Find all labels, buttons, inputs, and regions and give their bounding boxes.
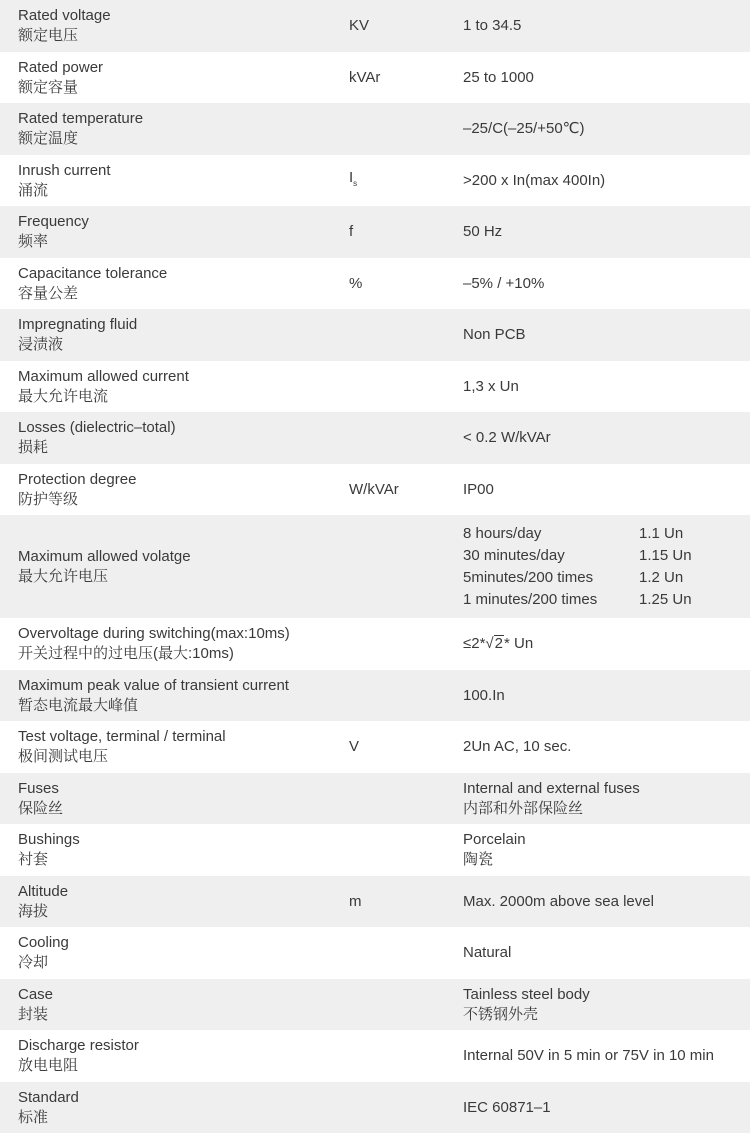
unit-cell: V xyxy=(349,738,360,755)
duration-text: 1 minutes/200 times xyxy=(463,590,598,608)
parameter-zh: 海拔 xyxy=(18,902,49,920)
parameter-zh: 防护等级 xyxy=(18,490,79,508)
parameter-en: Rated temperature xyxy=(18,110,144,127)
value-zh: 内部和外部保险丝 xyxy=(463,799,584,817)
parameter-en: Frequency xyxy=(18,213,89,230)
value-cell xyxy=(463,634,750,654)
parameter-cell xyxy=(0,212,348,252)
table-row xyxy=(0,824,750,876)
value-cell: 1 to 34.5 xyxy=(463,17,522,34)
parameter-cell xyxy=(0,470,348,510)
value-zh: 不锈钢外壳 xyxy=(463,1005,539,1023)
table-row xyxy=(0,1030,750,1082)
table-row xyxy=(0,0,750,52)
value-cell: –5% / +10% xyxy=(463,274,545,292)
unit-cell: f xyxy=(349,223,354,240)
value-cell: >200 x In(max 400In) xyxy=(463,171,606,189)
parameter-cell xyxy=(0,418,348,458)
table-row xyxy=(0,876,750,927)
value-cell xyxy=(463,779,750,819)
parameter-cell xyxy=(0,1088,348,1128)
parameter-en: Protection degree xyxy=(18,470,137,488)
table-row xyxy=(0,155,750,206)
parameter-en: Bushings xyxy=(18,831,80,848)
value-cell: 25 to 1000 xyxy=(463,68,534,86)
parameter-cell xyxy=(0,58,348,98)
voltage-duration-table xyxy=(463,524,750,610)
parameter-zh: 容量公差 xyxy=(18,284,79,302)
level-text: 1.15 Un xyxy=(639,546,692,564)
parameter-cell xyxy=(0,264,348,304)
level-text: 1.25 Un xyxy=(639,590,692,608)
value-cell: –25/C(–25/+50℃) xyxy=(463,120,585,137)
parameter-cell xyxy=(0,830,348,870)
parameter-en: Losses (dielectric–total) xyxy=(18,419,176,436)
parameter-en: Impregnating fluid xyxy=(18,316,138,333)
parameter-en: Rated power xyxy=(18,58,104,76)
parameter-en: Capacitance tolerance xyxy=(18,264,168,282)
value-cell xyxy=(463,830,750,870)
unit-cell: m xyxy=(349,892,362,910)
parameter-cell xyxy=(0,6,348,46)
parameter-cell xyxy=(0,547,348,587)
table-row xyxy=(0,670,750,721)
parameter-zh: 涌流 xyxy=(18,181,49,199)
parameter-cell xyxy=(0,676,348,716)
value-cell: 1,3 x Un xyxy=(463,377,519,395)
table-row xyxy=(0,979,750,1030)
parameter-en: Case xyxy=(18,985,54,1003)
table-row xyxy=(0,464,750,515)
unit-cell xyxy=(348,168,463,194)
parameter-cell xyxy=(0,109,348,149)
value-en: Internal and external fuses xyxy=(463,779,640,797)
value-prefix: ≤2*√ xyxy=(463,635,494,652)
unit-cell: W/kVAr xyxy=(349,480,399,498)
parameter-zh: 极间测试电压 xyxy=(18,748,109,765)
parameter-zh: 放电电阻 xyxy=(18,1057,79,1074)
parameter-zh: 浸渍液 xyxy=(18,336,64,353)
table-row xyxy=(0,52,750,103)
value-cell: < 0.2 W/kVAr xyxy=(463,429,551,446)
value-cell xyxy=(463,985,750,1025)
value-cell xyxy=(463,524,750,610)
parameter-cell xyxy=(0,624,348,664)
parameter-zh: 额定温度 xyxy=(18,130,79,147)
parameter-zh: 最大允许电压 xyxy=(18,567,109,585)
table-row xyxy=(0,103,750,155)
parameter-zh: 衬套 xyxy=(18,851,49,868)
parameter-en: Maximum allowed current xyxy=(18,367,189,385)
unit-subscript: s xyxy=(353,178,358,188)
duration-text: 5minutes/200 times xyxy=(463,568,594,586)
value-cell: IEC 60871–1 xyxy=(463,1098,551,1116)
parameter-cell xyxy=(0,882,348,922)
parameter-cell xyxy=(0,315,348,355)
parameter-cell xyxy=(0,161,348,201)
unit-cell: % xyxy=(349,274,363,292)
parameter-en: Maximum peak value of transient current xyxy=(18,676,289,694)
value-cell: Internal 50V in 5 min or 75V in 10 min xyxy=(463,1047,714,1064)
level-text: 1.2 Un xyxy=(639,568,684,586)
table-row xyxy=(0,361,750,412)
value-cell: 50 Hz xyxy=(463,223,503,240)
value-en: Tainless steel body xyxy=(463,985,590,1003)
parameter-en: Discharge resistor xyxy=(18,1037,139,1054)
parameter-en: Overvoltage during switching(max:10ms) xyxy=(18,625,290,642)
table-row xyxy=(0,258,750,309)
level-text: 1.1 Un xyxy=(639,524,684,542)
parameter-cell xyxy=(0,779,348,819)
table-row xyxy=(0,1082,750,1133)
parameter-zh: 损耗 xyxy=(18,439,49,456)
parameter-en: Test voltage, terminal / terminal xyxy=(18,728,226,745)
parameter-cell xyxy=(0,1036,348,1076)
value-cell: 100.In xyxy=(463,686,505,704)
table-row xyxy=(0,206,750,258)
parameter-en: Rated voltage xyxy=(18,7,111,24)
parameter-zh: 频率 xyxy=(18,233,49,250)
parameter-zh: 最大允许电流 xyxy=(18,387,109,405)
unit-symbol: I xyxy=(349,168,354,186)
table-row xyxy=(0,618,750,670)
table-row xyxy=(0,927,750,979)
table-row xyxy=(0,773,750,824)
parameter-zh: 暂态电流最大峰值 xyxy=(18,696,139,714)
value-zh: 陶瓷 xyxy=(463,851,494,868)
value-cell: Natural xyxy=(463,944,512,961)
unit-cell: KV xyxy=(349,17,370,34)
parameter-cell xyxy=(0,727,348,767)
table-row xyxy=(0,515,750,618)
parameter-zh: 额定容量 xyxy=(18,78,79,96)
parameter-zh: 额定电压 xyxy=(18,27,79,44)
parameter-en: Standard xyxy=(18,1088,79,1106)
parameter-cell xyxy=(0,367,348,407)
value-en: Porcelain xyxy=(463,831,526,848)
unit-cell: kVAr xyxy=(349,68,381,86)
value-cell: Non PCB xyxy=(463,326,526,343)
table-row xyxy=(0,309,750,361)
table-row xyxy=(0,721,750,773)
value-cell: IP00 xyxy=(463,480,494,498)
parameter-cell xyxy=(0,985,348,1025)
parameter-en: Altitude xyxy=(18,882,69,900)
parameter-en: Cooling xyxy=(18,934,69,951)
parameter-cell xyxy=(0,933,348,973)
value-cell: Max. 2000m above sea level xyxy=(463,892,654,910)
duration-text: 8 hours/day xyxy=(463,524,542,542)
parameter-en: Fuses xyxy=(18,779,59,797)
parameter-en: Inrush current xyxy=(18,161,111,179)
parameter-zh: 保险丝 xyxy=(18,799,64,817)
parameter-zh: 标准 xyxy=(18,1108,49,1126)
value-suffix: * Un xyxy=(504,635,534,652)
table-row xyxy=(0,412,750,464)
duration-text: 30 minutes/day xyxy=(463,546,565,564)
parameter-zh: 封装 xyxy=(18,1005,49,1023)
parameter-zh: 开关过程中的过电压(最大:10ms) xyxy=(18,645,234,662)
value-radicand: 2 xyxy=(494,635,503,652)
value-cell: 2Un AC, 10 sec. xyxy=(463,738,572,755)
parameter-en: Maximum allowed volatge xyxy=(18,547,191,565)
parameter-zh: 冷却 xyxy=(18,954,49,971)
